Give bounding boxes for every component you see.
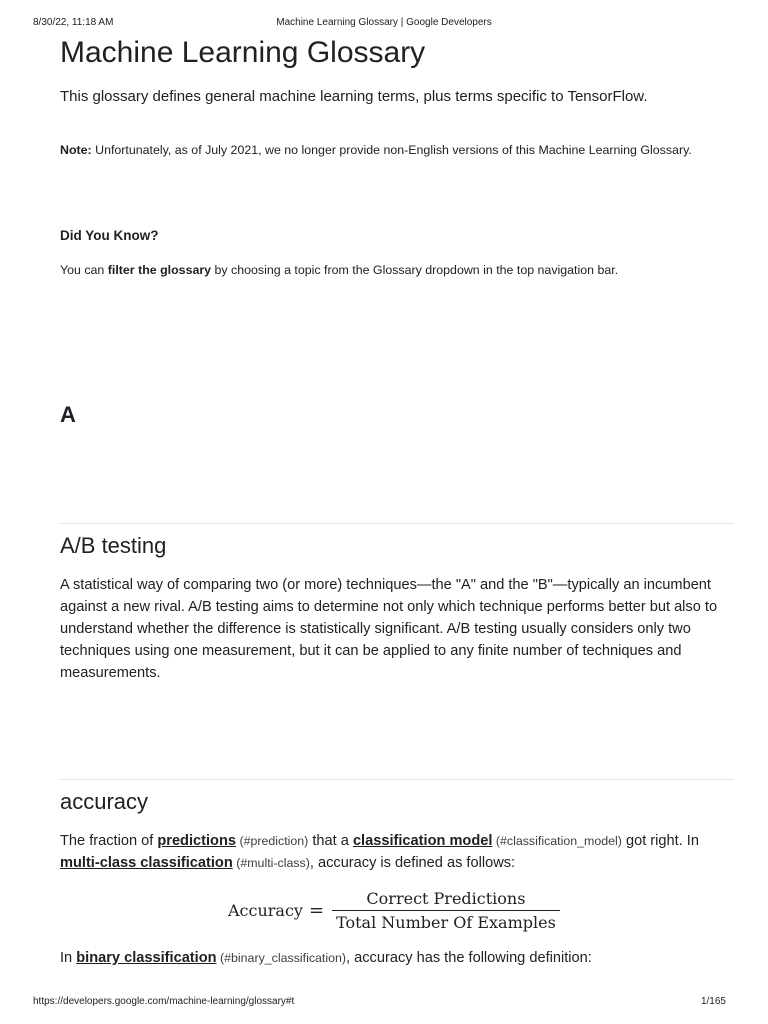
- filter-tip-prefix: You can: [60, 263, 108, 277]
- text-run: The fraction of: [60, 833, 158, 849]
- text-run: , accuracy is defined as follows:: [309, 855, 516, 871]
- text-run: , accuracy has the following definition:: [346, 950, 592, 966]
- intro-text: This glossary defines general machine learning terms, plus terms specific to TensorFlow.: [60, 88, 648, 105]
- print-date: 8/30/22, 11:18 AM: [33, 17, 114, 28]
- note-box: [60, 139, 720, 161]
- anchor-ref: (#prediction): [236, 834, 309, 848]
- anchor-ref: (#multi-class): [232, 856, 310, 870]
- letter-heading-a: A: [60, 402, 76, 427]
- term-definition-ab-testing: A statistical way of comparing two (or more) techniques—the "A" and the "B"—typically an incumbent against a new rival. A/B testing aims to determine not only which technique performs better but also to understand whether the difference is statistically significant. A/B testing usually considers only two techniques using one measurement, but it can be applied to any finite number of techniques and measurements.: [60, 577, 718, 681]
- link-classification-model[interactable]: classification model: [352, 833, 493, 849]
- divider: [60, 779, 734, 780]
- anchor-ref: (#classification_model): [492, 834, 622, 848]
- text-run: that a: [308, 833, 353, 849]
- page-number: 1/165: [700, 996, 726, 1007]
- term-heading-ab-testing: A/B testing: [60, 533, 167, 558]
- filter-tip-suffix: by choosing a topic from the Glossary dropdown in the top navigation bar.: [211, 263, 619, 277]
- note-text: Unfortunately, as of July 2021, we no longer provide non-English versions of this Machine Learning Glossary.: [91, 143, 692, 157]
- accuracy-formula: [228, 886, 560, 934]
- link-predictions[interactable]: predictions: [157, 833, 236, 849]
- divider: [60, 523, 734, 524]
- page-title: Machine Learning Glossary: [60, 36, 426, 69]
- text-run: got right. In: [621, 833, 699, 849]
- note-label: Note:: [60, 143, 92, 157]
- formula-numerator: Correct Predictions: [366, 888, 526, 908]
- term-heading-accuracy: accuracy: [60, 789, 149, 814]
- filter-tip: [60, 263, 618, 277]
- formula-equals: =: [308, 899, 325, 921]
- print-url: https://developers.google.com/machine-learning/glossary#t: [33, 996, 295, 1007]
- link-multi-class-classification[interactable]: multi-class classification: [60, 855, 233, 871]
- formula-fraction: [332, 889, 560, 932]
- term-definition-accuracy-binary: [60, 947, 740, 969]
- formula-lhs: Accuracy: [228, 900, 303, 920]
- print-page-title: Machine Learning Glossary | Google Developers: [276, 17, 492, 28]
- link-binary-classification[interactable]: binary classification: [76, 950, 217, 966]
- did-you-know-heading: Did You Know?: [60, 228, 159, 243]
- text-run: In: [60, 950, 77, 966]
- anchor-ref: (#binary_classification): [216, 951, 347, 965]
- formula-denominator: Total Number Of Examples: [336, 912, 556, 932]
- term-definition-accuracy: [60, 830, 740, 874]
- filter-tip-bold: filter the glossary: [107, 263, 212, 277]
